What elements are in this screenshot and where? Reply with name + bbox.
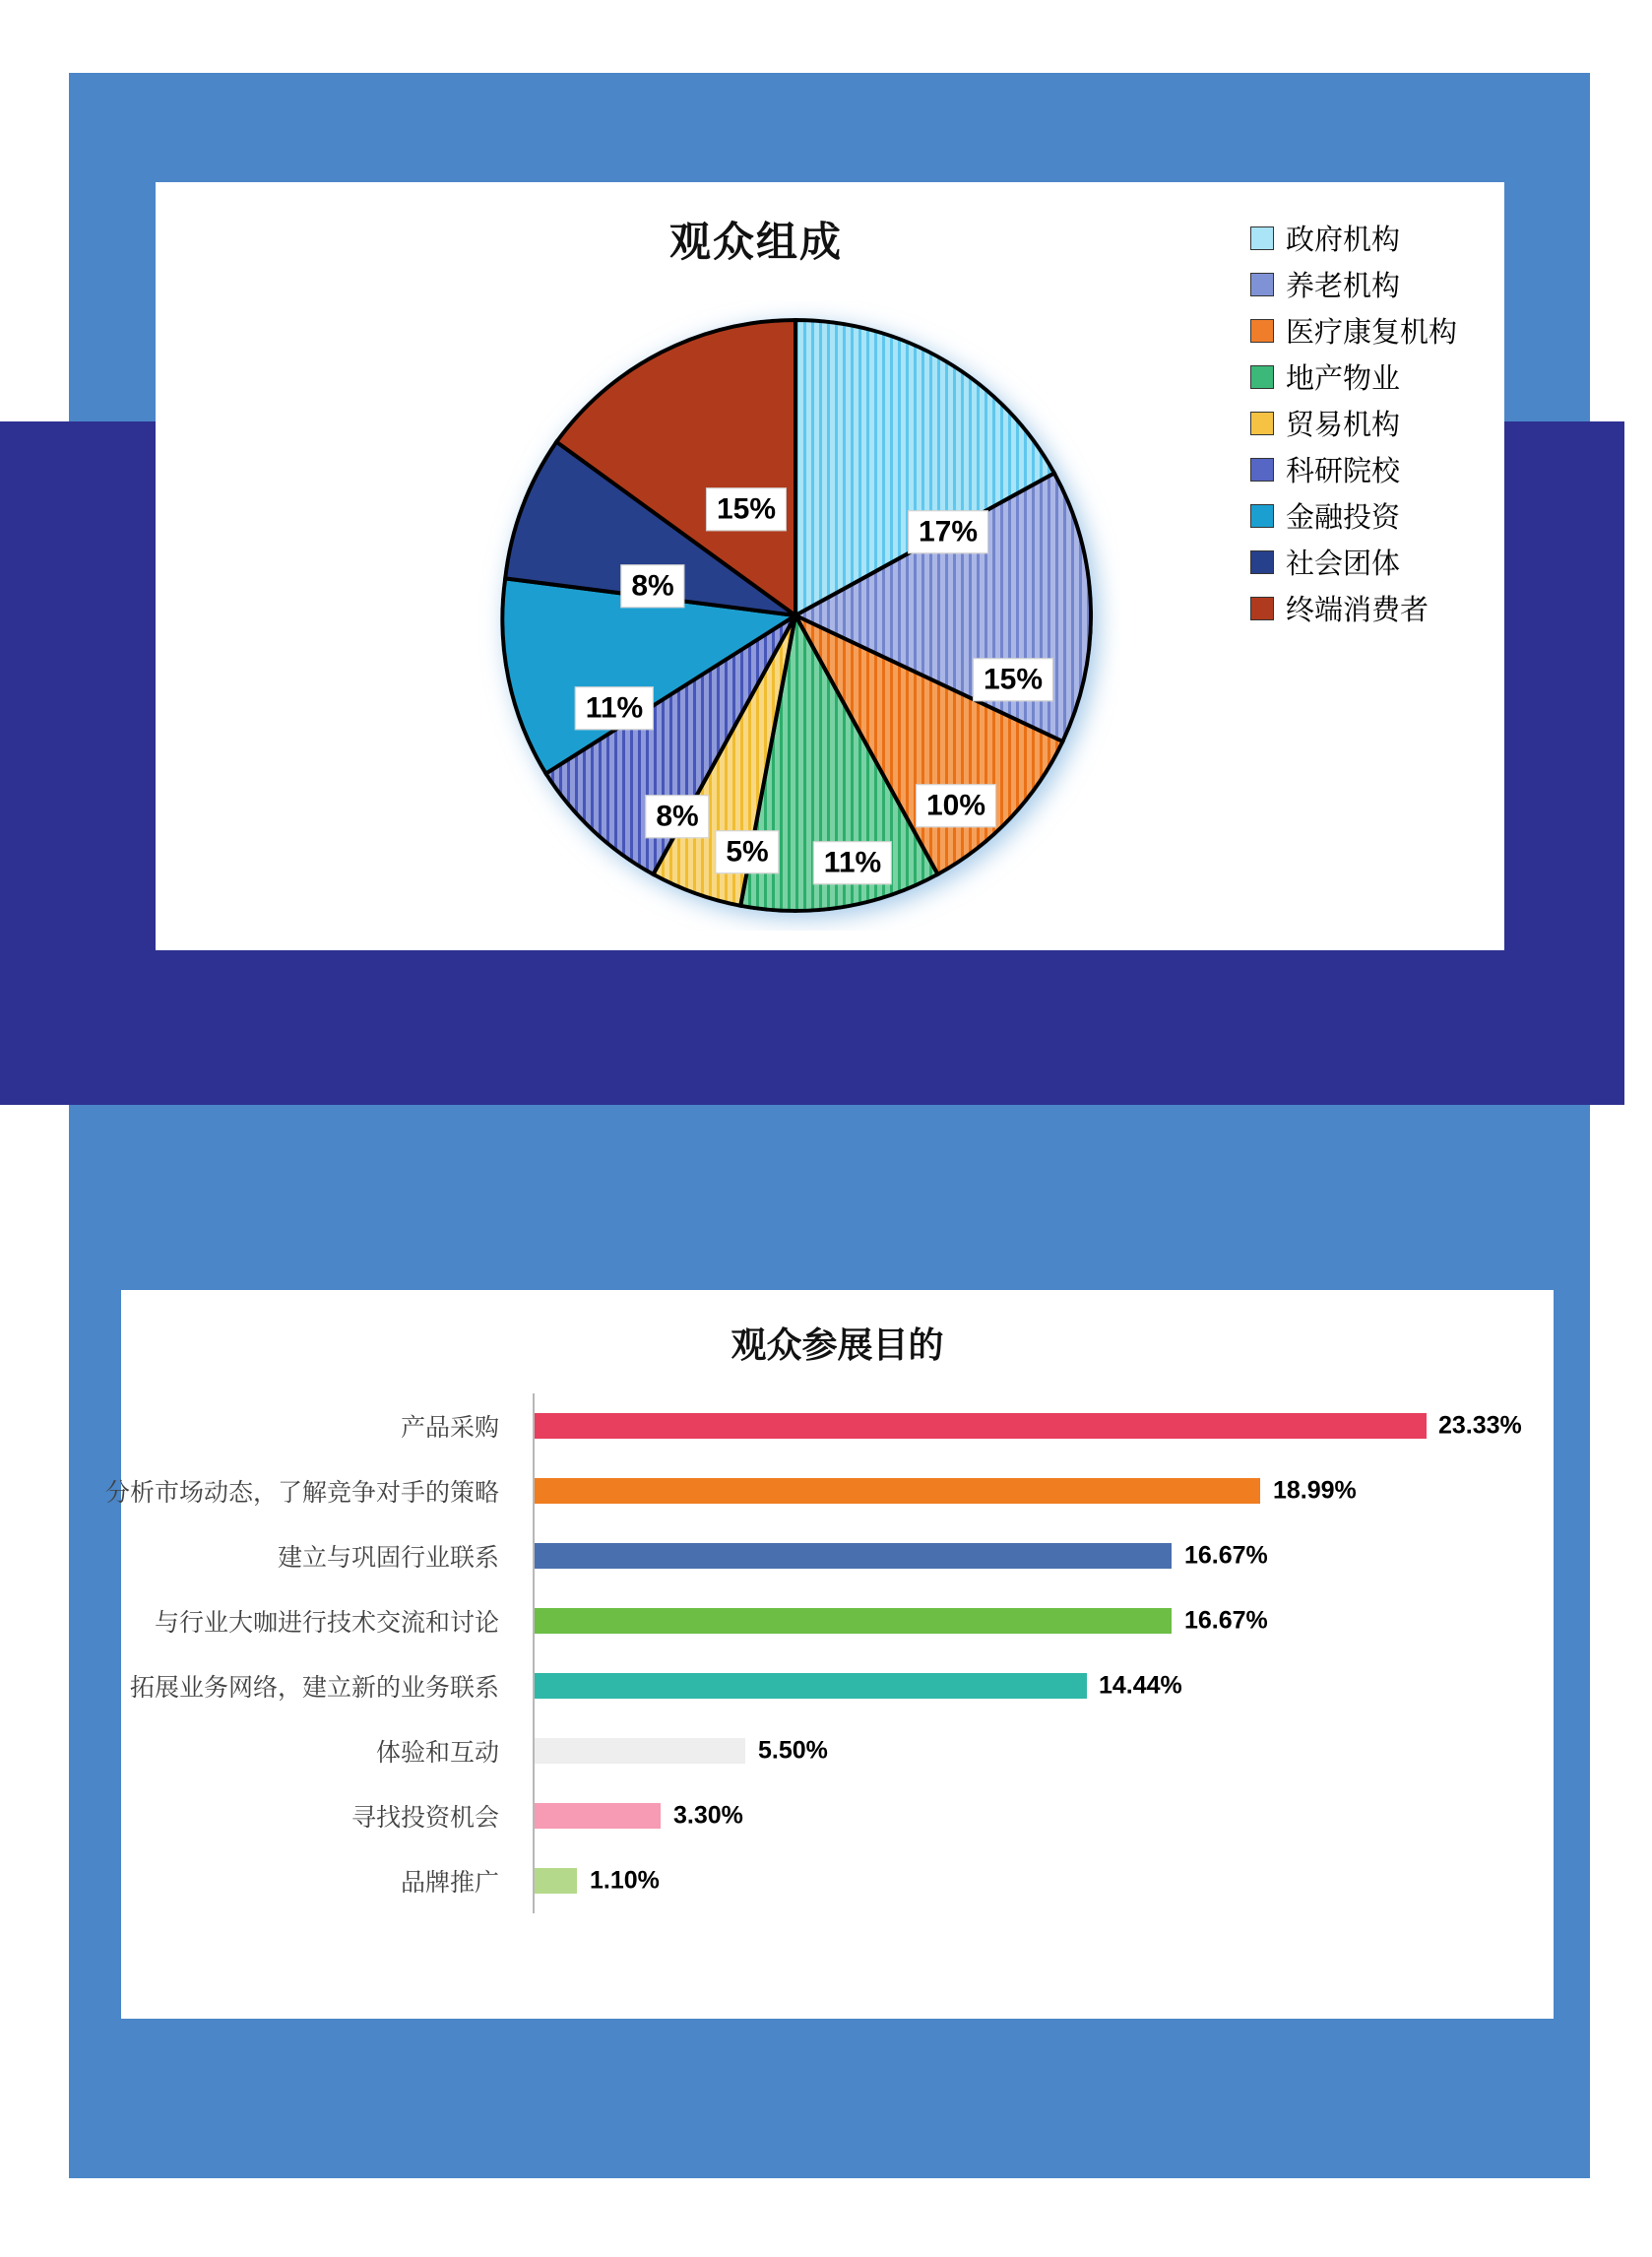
pie-slice-label-4: 5% — [715, 830, 779, 873]
legend-item — [1250, 539, 1506, 585]
legend-label: 终端消费者 — [1286, 595, 1430, 626]
legend-swatch-icon — [1250, 504, 1274, 528]
bar-fill — [535, 1868, 577, 1894]
bar-category-label: 与行业大咖进行技术交流和讨论 — [154, 1610, 499, 1637]
legend-item — [1250, 492, 1506, 539]
legend-swatch-icon — [1250, 550, 1274, 574]
bar-chart-card — [104, 1290, 1554, 2019]
pie-slice-label-7: 8% — [620, 564, 684, 608]
bar-track — [535, 1868, 577, 1894]
legend-label: 社会团体 — [1286, 548, 1401, 580]
pie-slice-label-6: 11% — [575, 686, 654, 730]
pie-slice-label-5: 8% — [645, 795, 709, 838]
bar-chart-plot — [104, 1393, 1554, 1984]
bar-value-label: 5.50% — [758, 1736, 828, 1765]
bar-chart-title: 观众参展目的 — [731, 1325, 944, 1365]
bar-fill — [535, 1673, 1087, 1699]
bar-row — [121, 1718, 1554, 1783]
bar-category-label: 寻找投资机会 — [350, 1805, 499, 1832]
bar-track — [535, 1413, 1427, 1439]
bar-row — [121, 1653, 1554, 1718]
legend-item — [1250, 307, 1506, 354]
bar-value-label: 16.67% — [1184, 1541, 1268, 1570]
bar-track — [535, 1608, 1172, 1634]
pie-chart-legend — [1250, 215, 1506, 631]
legend-swatch-icon — [1250, 597, 1274, 620]
legend-swatch-icon — [1250, 226, 1274, 250]
bar-category-label: 产品采购 — [400, 1415, 499, 1442]
legend-swatch-icon — [1250, 365, 1274, 389]
bar-fill — [535, 1478, 1260, 1504]
bar-row — [104, 1458, 1554, 1523]
bar-category-label: 分析市场动态，了解竞争对手的策略 — [104, 1480, 499, 1507]
legend-swatch-icon — [1250, 458, 1274, 482]
bar-fill — [535, 1608, 1172, 1634]
bar-category-label: 拓展业务网络，建立新的业务联系 — [129, 1675, 499, 1702]
bar-row — [121, 1848, 1554, 1913]
bar-category-label: 建立与巩固行业联系 — [277, 1545, 499, 1572]
legend-item — [1250, 400, 1506, 446]
legend-item — [1250, 446, 1506, 492]
bar-value-label: 1.10% — [590, 1866, 660, 1895]
legend-item — [1250, 354, 1506, 400]
legend-swatch-icon — [1250, 319, 1274, 343]
bar-row — [121, 1588, 1554, 1653]
legend-label: 金融投资 — [1286, 502, 1401, 534]
bar-value-label: 23.33% — [1438, 1411, 1522, 1440]
bar-category-label: 体验和互动 — [375, 1740, 499, 1767]
bar-row — [121, 1393, 1554, 1458]
bar-value-label: 16.67% — [1184, 1606, 1268, 1635]
legend-item — [1250, 585, 1506, 631]
legend-label: 科研院校 — [1286, 456, 1401, 487]
bar-fill — [535, 1738, 745, 1764]
bar-track — [535, 1803, 661, 1829]
bar-value-label: 18.99% — [1273, 1476, 1357, 1505]
pie-slice-label-1: 15% — [973, 658, 1053, 701]
bar-category-label: 品牌推广 — [400, 1870, 499, 1897]
legend-swatch-icon — [1250, 273, 1274, 296]
bar-track — [535, 1738, 745, 1764]
pie-chart-plot — [471, 300, 1120, 931]
bar-value-label: 14.44% — [1099, 1671, 1182, 1700]
pie-slice-label-8: 15% — [706, 487, 787, 531]
pie-svg — [471, 300, 1120, 931]
pie-chart-title: 观众组成 — [668, 219, 843, 265]
bar-value-label: 3.30% — [673, 1801, 743, 1830]
legend-label: 政府机构 — [1286, 225, 1401, 256]
bar-fill — [535, 1803, 661, 1829]
bar-fill — [535, 1543, 1172, 1569]
legend-label: 地产物业 — [1286, 363, 1401, 395]
legend-item — [1250, 215, 1506, 261]
bar-track — [535, 1673, 1087, 1699]
pie-slice-label-0: 17% — [908, 510, 988, 553]
bar-track — [535, 1478, 1260, 1504]
pie-slice-label-2: 10% — [916, 784, 996, 827]
pie-slice-label-3: 11% — [813, 841, 892, 884]
legend-label: 医疗康复机构 — [1286, 317, 1458, 349]
bar-row — [121, 1783, 1554, 1848]
legend-swatch-icon — [1250, 412, 1274, 435]
bar-row — [121, 1523, 1554, 1588]
bar-fill — [535, 1413, 1427, 1439]
legend-label: 养老机构 — [1286, 271, 1401, 302]
legend-item — [1250, 261, 1506, 307]
legend-label: 贸易机构 — [1286, 410, 1401, 441]
bar-track — [535, 1543, 1172, 1569]
